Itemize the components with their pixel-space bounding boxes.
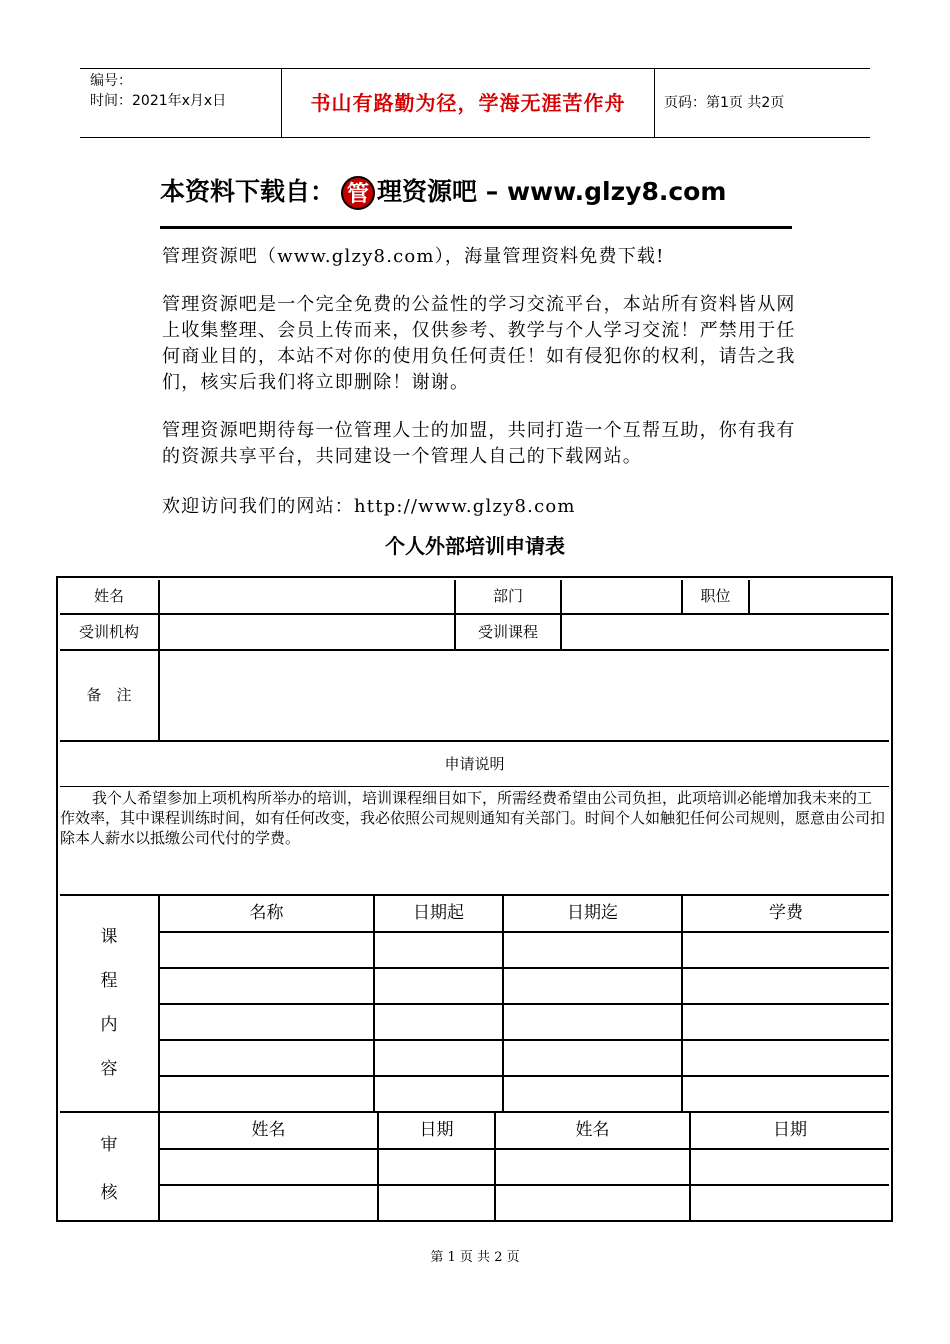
banner-dash: –	[477, 177, 507, 206]
course-header-fee: 学费	[769, 903, 803, 923]
form-title: 个人外部培训申请表	[385, 534, 565, 558]
banner-divider	[160, 226, 792, 229]
department-label: 部门	[492, 587, 523, 605]
course-section-char: 程	[100, 971, 118, 991]
download-banner	[160, 168, 792, 216]
course-section-char: 课	[100, 927, 118, 947]
header-motto: 书山有路勤为径，学海无涯苦作舟	[281, 69, 655, 137]
review-header-name-1: 姓名	[251, 1120, 286, 1140]
institution-label: 受训机构	[78, 623, 139, 641]
review-header-date-2: 日期	[773, 1120, 807, 1140]
intro-paragraph-1: 管理资源吧（www.glzy8.com），海量管理资料免费下载!	[162, 246, 665, 267]
page-header	[80, 68, 870, 138]
course-header-start-date: 日期起	[413, 903, 464, 923]
course-section-char: 容	[100, 1059, 118, 1079]
intro-paragraph-3: 管理资源吧期待每一位管理人士的加盟，共同打造一个互帮互助，你有我有的资源共享平台，共同建设一个管理人自己的下载网站。	[162, 420, 796, 467]
course-label: 受训课程	[477, 623, 538, 641]
number-label: 编号：	[90, 73, 132, 89]
course-section-label	[60, 922, 158, 1098]
department-field[interactable]	[562, 580, 681, 613]
banner-site-name: 理资源吧	[377, 177, 478, 206]
institution-field[interactable]	[160, 615, 454, 649]
review-section-char: 审	[100, 1135, 118, 1155]
site-logo-icon: 管	[341, 176, 375, 210]
remark-field[interactable]	[160, 651, 889, 740]
review-section-label	[60, 1130, 158, 1226]
course-header-name: 名称	[249, 903, 284, 923]
remark-label: 备 注	[86, 686, 132, 704]
banner-prefix: 本资料下载自：	[160, 177, 336, 206]
statement-text: 我个人希望参加上项机构所举办的培训，培训课程细目如下，所需经费希望由公司负担，此项培训必能增加我未来的工作效率，其中课程训练时间，如有任何改变，我必依照公司规则通知有关部门。时间个人如触犯任何公司规则，愿意由公司扣除本人薪水以抵缴公司代付的学费。	[60, 789, 886, 847]
intro-paragraph-4: 欢迎访问我们的网站：http://www.glzy8.com	[162, 496, 576, 517]
banner-url[interactable]: www.glzy8.com	[506, 177, 727, 206]
name-field[interactable]	[160, 580, 454, 613]
name-label: 姓名	[93, 587, 124, 605]
course-header-end-date: 日期迄	[567, 903, 618, 923]
training-application-table	[56, 576, 893, 1222]
review-section-char: 核	[100, 1183, 118, 1203]
intro-paragraph-2: 管理资源吧是一个完全免费的公益性的学习交流平台，本站所有资料皆从网上收集整理、会员上传而来，仅供参考、教学与个人学习交流！严禁用于任何商业目的，本站不对你的使用负任何责任！如有侵犯你的权利，请告之我们，核实后我们将立即删除！谢谢。	[162, 294, 796, 393]
time-label: 时间：2021年x月x日	[90, 93, 227, 109]
course-field[interactable]	[562, 615, 889, 649]
course-section-char: 内	[100, 1015, 118, 1035]
position-field[interactable]	[750, 580, 889, 613]
header-meta	[80, 69, 280, 137]
review-header-date-1: 日期	[419, 1120, 454, 1140]
review-header-name-2: 姓名	[575, 1120, 610, 1140]
page-footer: 第 1 页 共 2 页	[430, 1250, 520, 1265]
statement-title: 申请说明	[444, 755, 505, 773]
position-label: 职位	[700, 587, 731, 605]
header-page-info: 页码：第1页 共2页	[664, 95, 785, 111]
